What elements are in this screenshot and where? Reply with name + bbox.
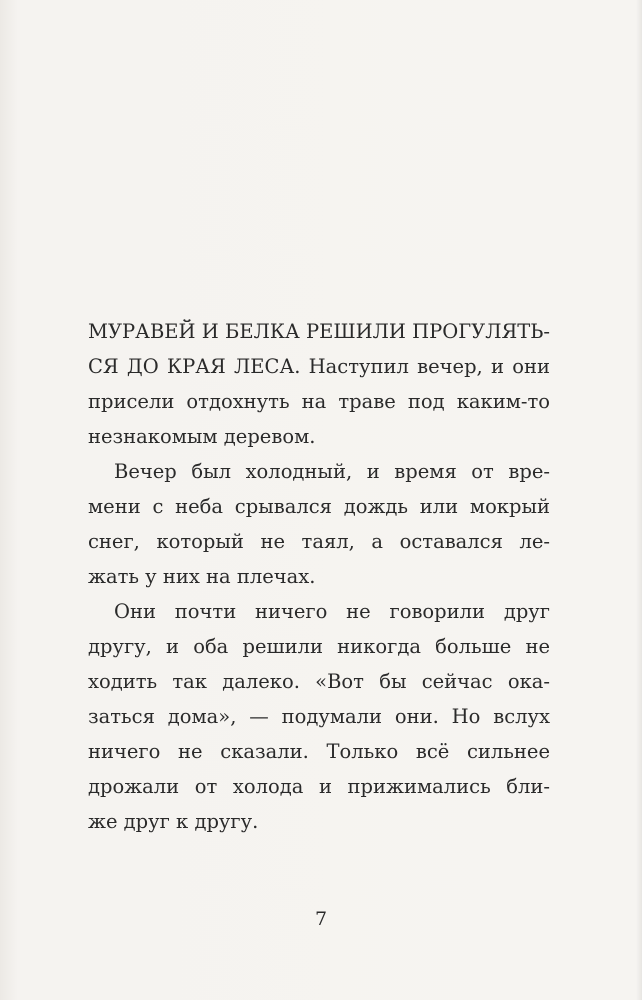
- text-line: заться дома», — подумали они. Но вслух: [88, 705, 550, 728]
- text-line: СЯ ДО КРАЯ ЛЕСА. Наступил вечер, и они: [88, 355, 550, 378]
- text-line: жать у них на плечах.: [88, 565, 316, 588]
- text-line: мени с неба срывался дождь или мокрый: [88, 495, 550, 518]
- text-line: же друг к другу.: [88, 810, 259, 833]
- text-line: Вечер был холодный, и время от вре-: [114, 460, 550, 483]
- text-line: другу, и оба решили никогда больше не: [88, 635, 550, 658]
- text-line: ничего не сказали. Только всё сильнее: [88, 740, 550, 763]
- paragraph-3: [88, 594, 550, 839]
- page-number: 7: [314, 908, 328, 930]
- text-line: МУРАВЕЙ И БЕЛКА РЕШИЛИ ПРОГУЛЯТЬ-: [88, 320, 550, 343]
- text-line: присели отдохнуть на траве под каким-то: [88, 390, 550, 413]
- text-line: Они почти ничего не говорили друг: [114, 600, 550, 623]
- paragraph-1: [88, 314, 550, 454]
- body-text: [88, 314, 550, 839]
- text-line: дрожали от холода и прижимались бли-: [88, 775, 550, 798]
- text-line: незнакомым деревом.: [88, 425, 316, 448]
- text-line: ходить так далеко. «Вот бы сейчас ока-: [88, 670, 550, 693]
- paragraph-2: [88, 454, 550, 594]
- text-line: снег, который не таял, а оставался ле-: [88, 530, 550, 553]
